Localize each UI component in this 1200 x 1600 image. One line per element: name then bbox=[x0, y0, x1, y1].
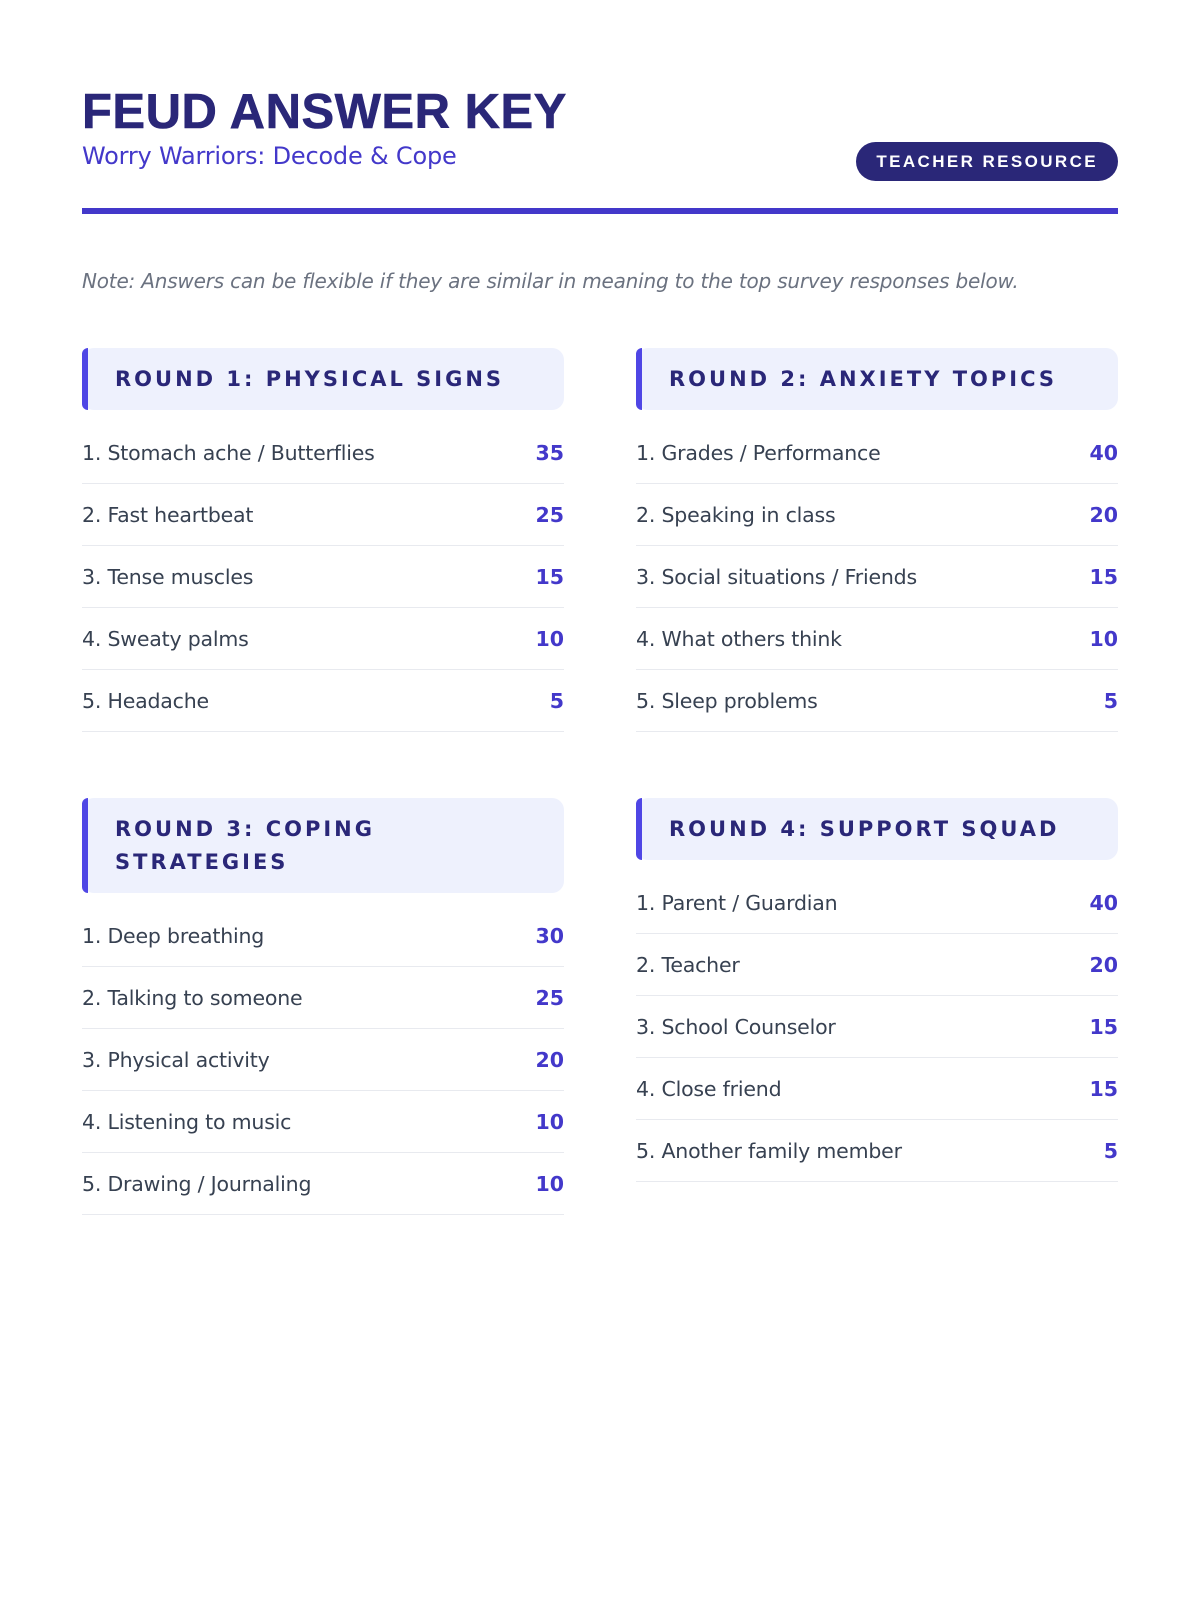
round-title: ROUND 3: COPING STRATEGIES bbox=[115, 817, 375, 874]
answer-points: 35 bbox=[535, 440, 564, 465]
answer-text: 4. Close friend bbox=[636, 1076, 782, 1101]
answer-row bbox=[636, 546, 1118, 608]
answer-points: 25 bbox=[535, 502, 564, 527]
answer-row bbox=[82, 1029, 564, 1091]
answer-row bbox=[636, 422, 1118, 484]
round-title: ROUND 1: PHYSICAL SIGNS bbox=[115, 367, 505, 391]
answer-row bbox=[636, 1120, 1118, 1182]
answer-points: 15 bbox=[1089, 1014, 1118, 1039]
answer-points: 10 bbox=[535, 1171, 564, 1196]
answer-row bbox=[82, 546, 564, 608]
header-divider bbox=[82, 208, 1118, 214]
round-header bbox=[82, 798, 564, 893]
page-header bbox=[82, 84, 1118, 214]
answer-row bbox=[82, 484, 564, 546]
answer-points: 20 bbox=[1089, 502, 1118, 527]
answer-points: 5 bbox=[1103, 688, 1118, 713]
answer-row bbox=[82, 670, 564, 732]
round-header bbox=[82, 348, 564, 410]
answer-points: 10 bbox=[535, 1109, 564, 1134]
answer-points: 20 bbox=[535, 1047, 564, 1072]
round-1-section bbox=[82, 348, 564, 732]
teacher-resource-badge: TEACHER RESOURCE bbox=[856, 142, 1118, 181]
answer-row bbox=[636, 608, 1118, 670]
answer-text: 1. Parent / Guardian bbox=[636, 890, 838, 915]
flexibility-note: Note: Answers can be flexible if they are similar in meaning to the top survey responses below. bbox=[82, 269, 1019, 293]
answer-points: 20 bbox=[1089, 952, 1118, 977]
answer-points: 15 bbox=[1089, 1076, 1118, 1101]
answer-text: 1. Deep breathing bbox=[82, 923, 265, 948]
answer-points: 10 bbox=[1089, 626, 1118, 651]
answer-row bbox=[82, 1091, 564, 1153]
answer-text: 5. Another family member bbox=[636, 1138, 902, 1163]
answer-text: 5. Sleep problems bbox=[636, 688, 818, 713]
answer-points: 15 bbox=[1089, 564, 1118, 589]
answer-row bbox=[82, 1153, 564, 1215]
round-title: ROUND 4: SUPPORT SQUAD bbox=[669, 817, 1060, 841]
page-subtitle: Worry Warriors: Decode & Cope bbox=[82, 142, 457, 170]
answer-text: 3. Tense muscles bbox=[82, 564, 254, 589]
answer-points: 15 bbox=[535, 564, 564, 589]
page-title: FEUD ANSWER KEY bbox=[82, 85, 567, 139]
answer-row bbox=[636, 872, 1118, 934]
answer-points: 30 bbox=[535, 923, 564, 948]
answer-points: 5 bbox=[549, 688, 564, 713]
answer-row bbox=[636, 996, 1118, 1058]
answer-text: 5. Drawing / Journaling bbox=[82, 1171, 312, 1196]
round-4-section bbox=[636, 798, 1118, 1215]
round-3-section bbox=[82, 798, 564, 1215]
round-header bbox=[636, 348, 1118, 410]
answer-text: 2. Teacher bbox=[636, 952, 740, 977]
answer-row bbox=[82, 905, 564, 967]
answer-text: 3. Social situations / Friends bbox=[636, 564, 917, 589]
answer-row bbox=[636, 1058, 1118, 1120]
round-title: ROUND 2: ANXIETY TOPICS bbox=[669, 367, 1058, 391]
answer-row bbox=[82, 422, 564, 484]
answer-text: 1. Grades / Performance bbox=[636, 440, 881, 465]
round-2-section bbox=[636, 348, 1118, 732]
answer-row bbox=[82, 967, 564, 1029]
answer-points: 40 bbox=[1089, 890, 1118, 915]
answer-text: 2. Fast heartbeat bbox=[82, 502, 254, 527]
answer-points: 5 bbox=[1103, 1138, 1118, 1163]
answer-text: 4. Listening to music bbox=[82, 1109, 292, 1134]
answer-text: 3. Physical activity bbox=[82, 1047, 270, 1072]
answer-text: 2. Speaking in class bbox=[636, 502, 836, 527]
answer-row bbox=[636, 484, 1118, 546]
round-header bbox=[636, 798, 1118, 860]
answer-text: 3. School Counselor bbox=[636, 1014, 836, 1039]
answer-text: 2. Talking to someone bbox=[82, 985, 303, 1010]
answer-text: 4. What others think bbox=[636, 626, 842, 651]
answer-text: 4. Sweaty palms bbox=[82, 626, 249, 651]
answer-row bbox=[636, 670, 1118, 732]
answer-row bbox=[82, 608, 564, 670]
answer-text: 1. Stomach ache / Butterflies bbox=[82, 440, 375, 465]
answer-points: 40 bbox=[1089, 440, 1118, 465]
answer-points: 25 bbox=[535, 985, 564, 1010]
answer-text: 5. Headache bbox=[82, 688, 209, 713]
answer-row bbox=[636, 934, 1118, 996]
answer-points: 10 bbox=[535, 626, 564, 651]
rounds-grid bbox=[82, 348, 1118, 1215]
